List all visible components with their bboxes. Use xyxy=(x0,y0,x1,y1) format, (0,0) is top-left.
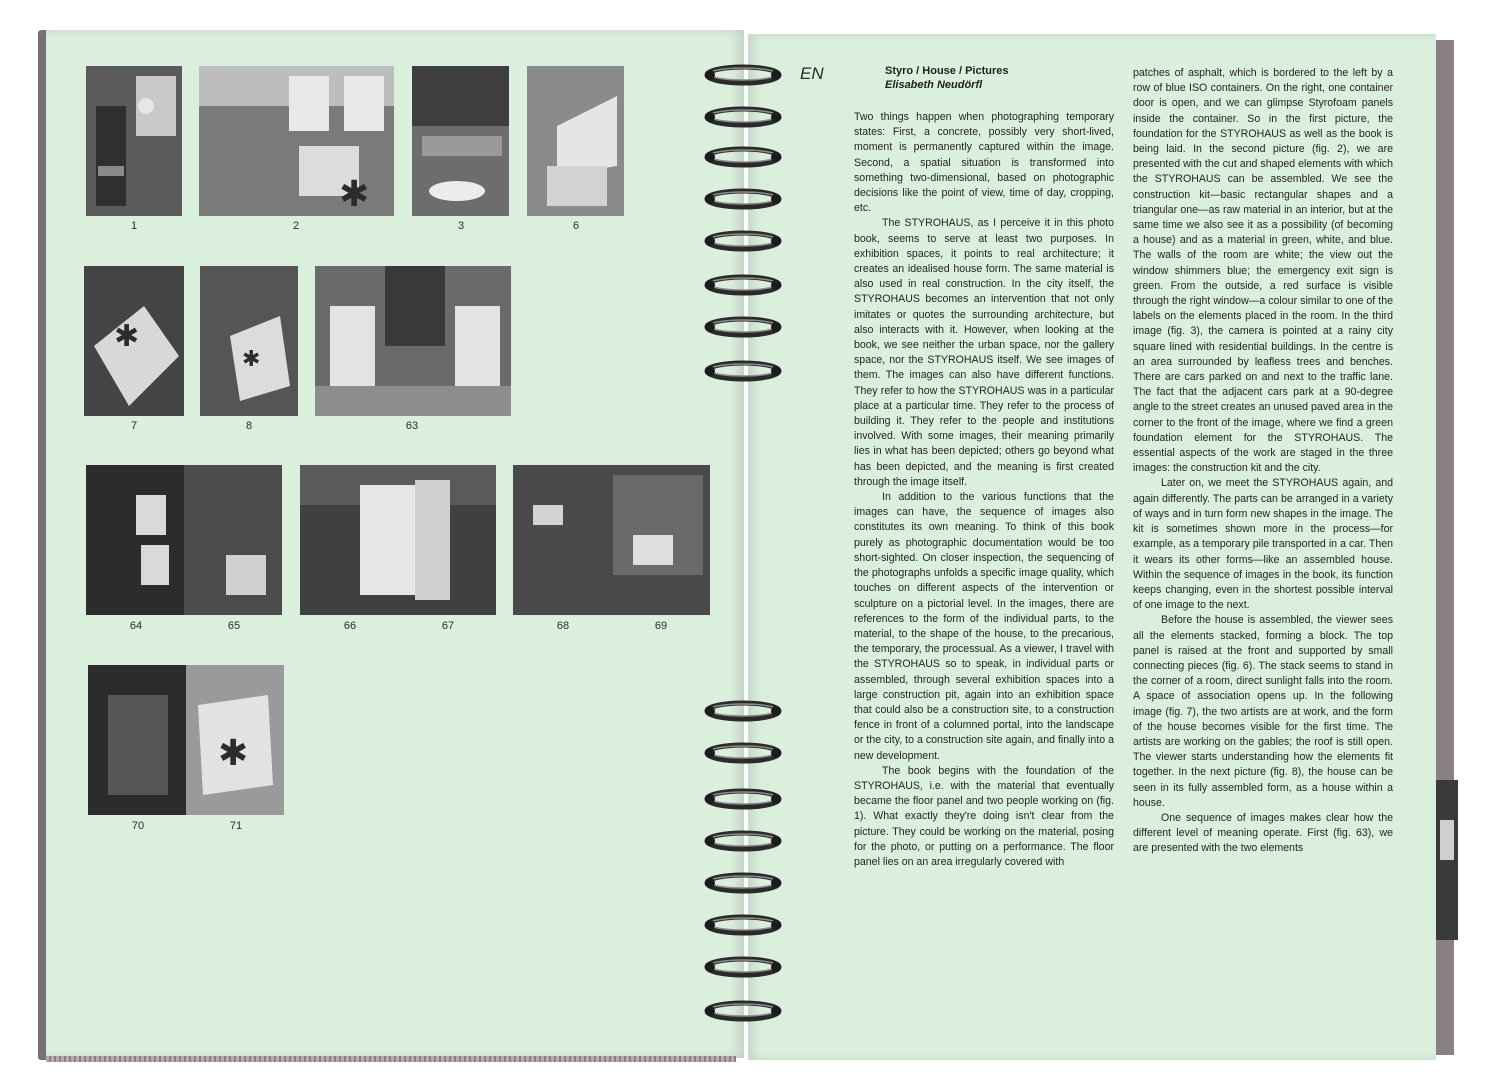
binding-coil xyxy=(704,316,782,338)
paragraph: One sequence of images makes clear how the different level of meaning operate. First (fig. 63), we are presented with the two elements xyxy=(1133,811,1393,855)
photo-figure-8 xyxy=(200,266,298,416)
photo-figure-6 xyxy=(527,66,624,216)
svg-text:✱: ✱ xyxy=(339,174,370,215)
caption-figure-69: 69 xyxy=(654,620,668,632)
next-page-edge-print-highlight xyxy=(1440,820,1454,860)
binding-coil xyxy=(704,1000,782,1022)
caption-figure-8: 8 xyxy=(245,420,253,432)
photo-figures-70-71 xyxy=(88,665,284,815)
paragraph: The STYROHAUS, as I perceive it in this photo book, seems to serve at least two purposes. In exhibition spaces, it points to real architecture; it creates an idealised house form. The same material is also used in real construction. In the city itself, the STYROHAUS becomes an intervention that not only imitates or quotes the surrounding architecture, but also interacts with it. However, when looking at the book, we see neither the urban space, nor the gallery space, nor the STYROHAUS itself. We see images of them. The images can also have different functions. They refer to how the STYROHAUS was in a particular place at a particular time. They refer to the process of building it. They refer to the people and institutions involved. With some images, their meaning primarily lies in what has been depicted; others go beyond what has been depicted, and the meaning is first created through the image itself. xyxy=(854,217,1114,488)
article-header xyxy=(885,64,1008,92)
paragraph: The book begins with the foundation of the STYROHAUS, i.e. with the material that eventually became the floor panel and two people working on (fig. 1). What exactly they're doing isn't clear from the picture. They could be working on the material, posing for the photo, or putting on a performance. The floor panel lies on an area irregularly covered with xyxy=(854,764,1114,868)
binding-coil xyxy=(704,64,782,86)
binding-coil xyxy=(704,188,782,210)
svg-text:✱: ✱ xyxy=(218,733,249,774)
caption-figure-68: 68 xyxy=(556,620,570,632)
caption-figure-64: 64 xyxy=(129,620,143,632)
binding-coil xyxy=(704,788,782,810)
svg-text:✱: ✱ xyxy=(114,319,140,354)
author-name: Elisabeth Neudörfl xyxy=(885,79,983,91)
photo-figure-63 xyxy=(315,266,511,416)
photo-figures-66-67 xyxy=(300,465,496,615)
caption-figure-63: 63 xyxy=(405,420,419,432)
photo-figure-3 xyxy=(412,66,509,216)
caption-figure-6: 6 xyxy=(572,220,580,232)
caption-figure-70: 70 xyxy=(131,820,145,832)
caption-figure-66: 66 xyxy=(343,620,357,632)
paragraph: Later on, we meet the STYROHAUS again, and again differently. The parts can be arranged in a variety of ways and in turn form new shapes in the image. The kit is sometimes shown more in the process—for example, as a temporary pile transported in a car. Then it wears its other forms—like an assembled house. Within the sequence of images in the book, its function keeps changing, even in the shortest possible interval of one image to the next. xyxy=(1133,477,1393,612)
text-column-left xyxy=(854,110,1114,870)
binding-coil xyxy=(704,742,782,764)
binding-coil xyxy=(704,914,782,936)
next-page-edge-print xyxy=(1436,780,1458,940)
caption-figure-1: 1 xyxy=(130,220,138,232)
photo-figure-2 xyxy=(199,66,394,216)
binding-coil xyxy=(704,360,782,382)
binding-coil xyxy=(704,274,782,296)
binding-coil xyxy=(704,700,782,722)
paragraph: In addition to the various functions that the images can have, the sequence of images also constitutes its own meaning. To think of this book purely as photographic documentation would be too short-sighted. On closer inspection, the sequencing of the photographs unfolds a specific image quality, which touches on different aspects of the intervention or sculpture on a pictorial level. In the images, there are references to the form of the individual parts, to the material, to the shape of the house, to the precarious, the temporary, the processual. As a viewer, I travel with the STYROHAUS so to speak, in individual parts or assembled, through several exhibition spaces into a large construction pit, again into an exhibition space that could also be a construction site, to a construction fence in front of a columned portal, into the landscape or the city, to a construction site again, and finally into a new development. xyxy=(854,491,1114,762)
paragraph: patches of asphalt, which is bordered to the left by a row of blue ISO containers. On the right, one container door is open, and we can glimpse Styrofoam panels inside the container. So in the first picture, the foundation for the STYROHAUS as well as the book is being laid. In the second picture (fig. 2), we are presented with the cut and shaped elements with which the STYROHAUS can be assembled. We see the construction kit—basic rectangular shapes and a triangular one—as raw material in an interior, but at the same time we also see it as a possibility (of becoming a house) and as a material in green, white, and blue. The walls of the room are white; the view out the window shimmers blue; the emergency exit sign is green. From the outside, a red surface is visible through the right window—a colour similar to one of the labels on the elements placed in the room. In the third image (fig. 3), the camera is pointed at a rainy city square lined with residential buildings. In the centre is an area surrounded by leafless trees and benches. There are cars parked on and next to the traffic lane. The fact that the adjacent cars park at a 90-degree angle to the street creates an unused paved area in the corner to the front of the image, where we find a green foundation element for the STYROHAUS. The essential aspects of the work are staged in the three images: the construction kit and the city. xyxy=(1133,67,1393,475)
caption-figure-2: 2 xyxy=(292,220,300,232)
caption-figure-65: 65 xyxy=(227,620,241,632)
svg-text:✱: ✱ xyxy=(242,347,261,372)
binding-coil xyxy=(704,956,782,978)
photo-figures-64-65 xyxy=(86,465,282,615)
language-tag: EN xyxy=(800,64,824,83)
section-title: Styro / House / Pictures xyxy=(885,65,1009,77)
page-edges-bottom xyxy=(46,1056,736,1062)
caption-figure-3: 3 xyxy=(457,220,465,232)
photo-figure-1 xyxy=(86,66,182,216)
photo-figure-7 xyxy=(84,266,184,416)
text-column-right xyxy=(1133,66,1393,857)
photo-figures-68-69 xyxy=(513,465,710,615)
binding-coil xyxy=(704,830,782,852)
binding-coil xyxy=(704,106,782,128)
binding-coil xyxy=(704,230,782,252)
caption-figure-71: 71 xyxy=(229,820,243,832)
paragraph: Two things happen when photographing temporary states: First, a concrete, possibly very short-lived, moment is permanently captured within the image. Second, a spatial situation is transformed into something two-dimensional, based on photographic decisions like the point of view, time of day, cropping, etc. xyxy=(854,111,1114,215)
binding-coil xyxy=(704,872,782,894)
caption-figure-7: 7 xyxy=(130,420,138,432)
paragraph: Before the house is assembled, the viewer sees all the elements stacked, forming a block. The top panel is raised at the front and supported by small connecting pieces (fig. 6). The stack seems to stand in the corner of a room, direct sunlight falls into the room. A space of association opens up. In the following image (fig. 7), the two artists are at work, and the form of the house becomes visible for the first time. The artists are working on the gables; the roof is still open. The viewer starts understanding how the elements fit together. In the next picture (fig. 8), the house can be seen in its fully assembled form, as a house within a house. xyxy=(1133,614,1393,809)
binding-coil xyxy=(704,146,782,168)
caption-figure-67: 67 xyxy=(441,620,455,632)
